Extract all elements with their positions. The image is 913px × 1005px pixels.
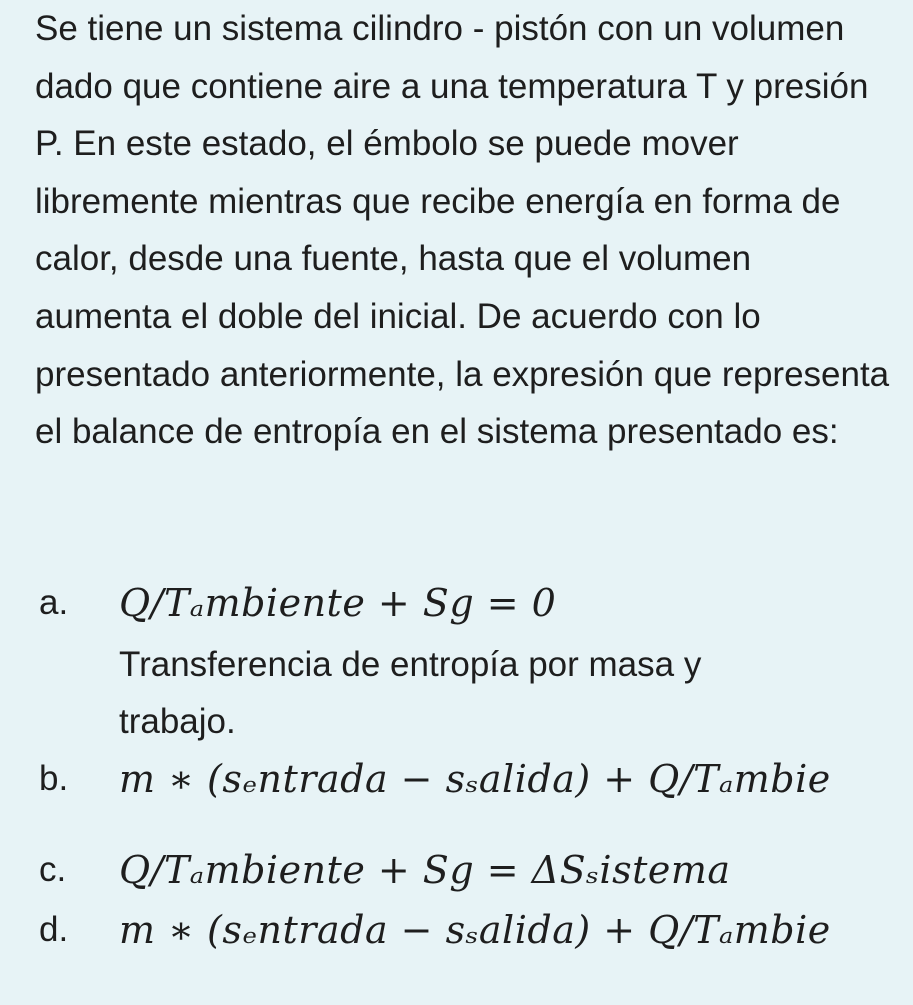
option-expression: Q/Tₐmbiente + Sg = ΔSₛistema xyxy=(119,848,731,892)
option-expression: m ∗ (sₑntrada − sₛalida) + Q/Tₐmbie xyxy=(119,908,831,952)
question-text: Se tiene un sistema cilindro - pistón con un volumen dado que contiene aire a una temperatura T y presión P. En este estado, el émbolo se puede mover libremente mientras que recibe energía en forma de calor, desde una fuente, hasta que el volumen aumenta el doble del inicial. De acuerdo con lo presentado anteriormente, la expresión que representa el balance de entropía en el sistema presentado es: xyxy=(35,9,890,452)
option-body xyxy=(119,750,913,808)
option-letter: a. xyxy=(39,583,69,622)
option-d[interactable] xyxy=(35,901,913,971)
option-letter: d. xyxy=(39,910,69,949)
option-expression: m ∗ (sₑntrada − sₛalida) + Q/Tₐmbie xyxy=(119,757,831,801)
option-letter: c. xyxy=(39,850,67,889)
option-body xyxy=(119,841,913,899)
option-body xyxy=(119,574,913,632)
option-a[interactable] xyxy=(35,574,913,636)
option-a-note-row xyxy=(35,636,913,752)
option-expression: Q/Tₐmbiente + Sg = 0 xyxy=(119,581,557,625)
option-b[interactable] xyxy=(35,750,913,841)
option-c[interactable] xyxy=(35,841,913,901)
option-note: Transferencia de entropía por masa y trabajo. xyxy=(119,645,702,741)
option-letter: b. xyxy=(39,759,69,798)
answer-options xyxy=(35,574,913,971)
option-body xyxy=(119,901,913,959)
